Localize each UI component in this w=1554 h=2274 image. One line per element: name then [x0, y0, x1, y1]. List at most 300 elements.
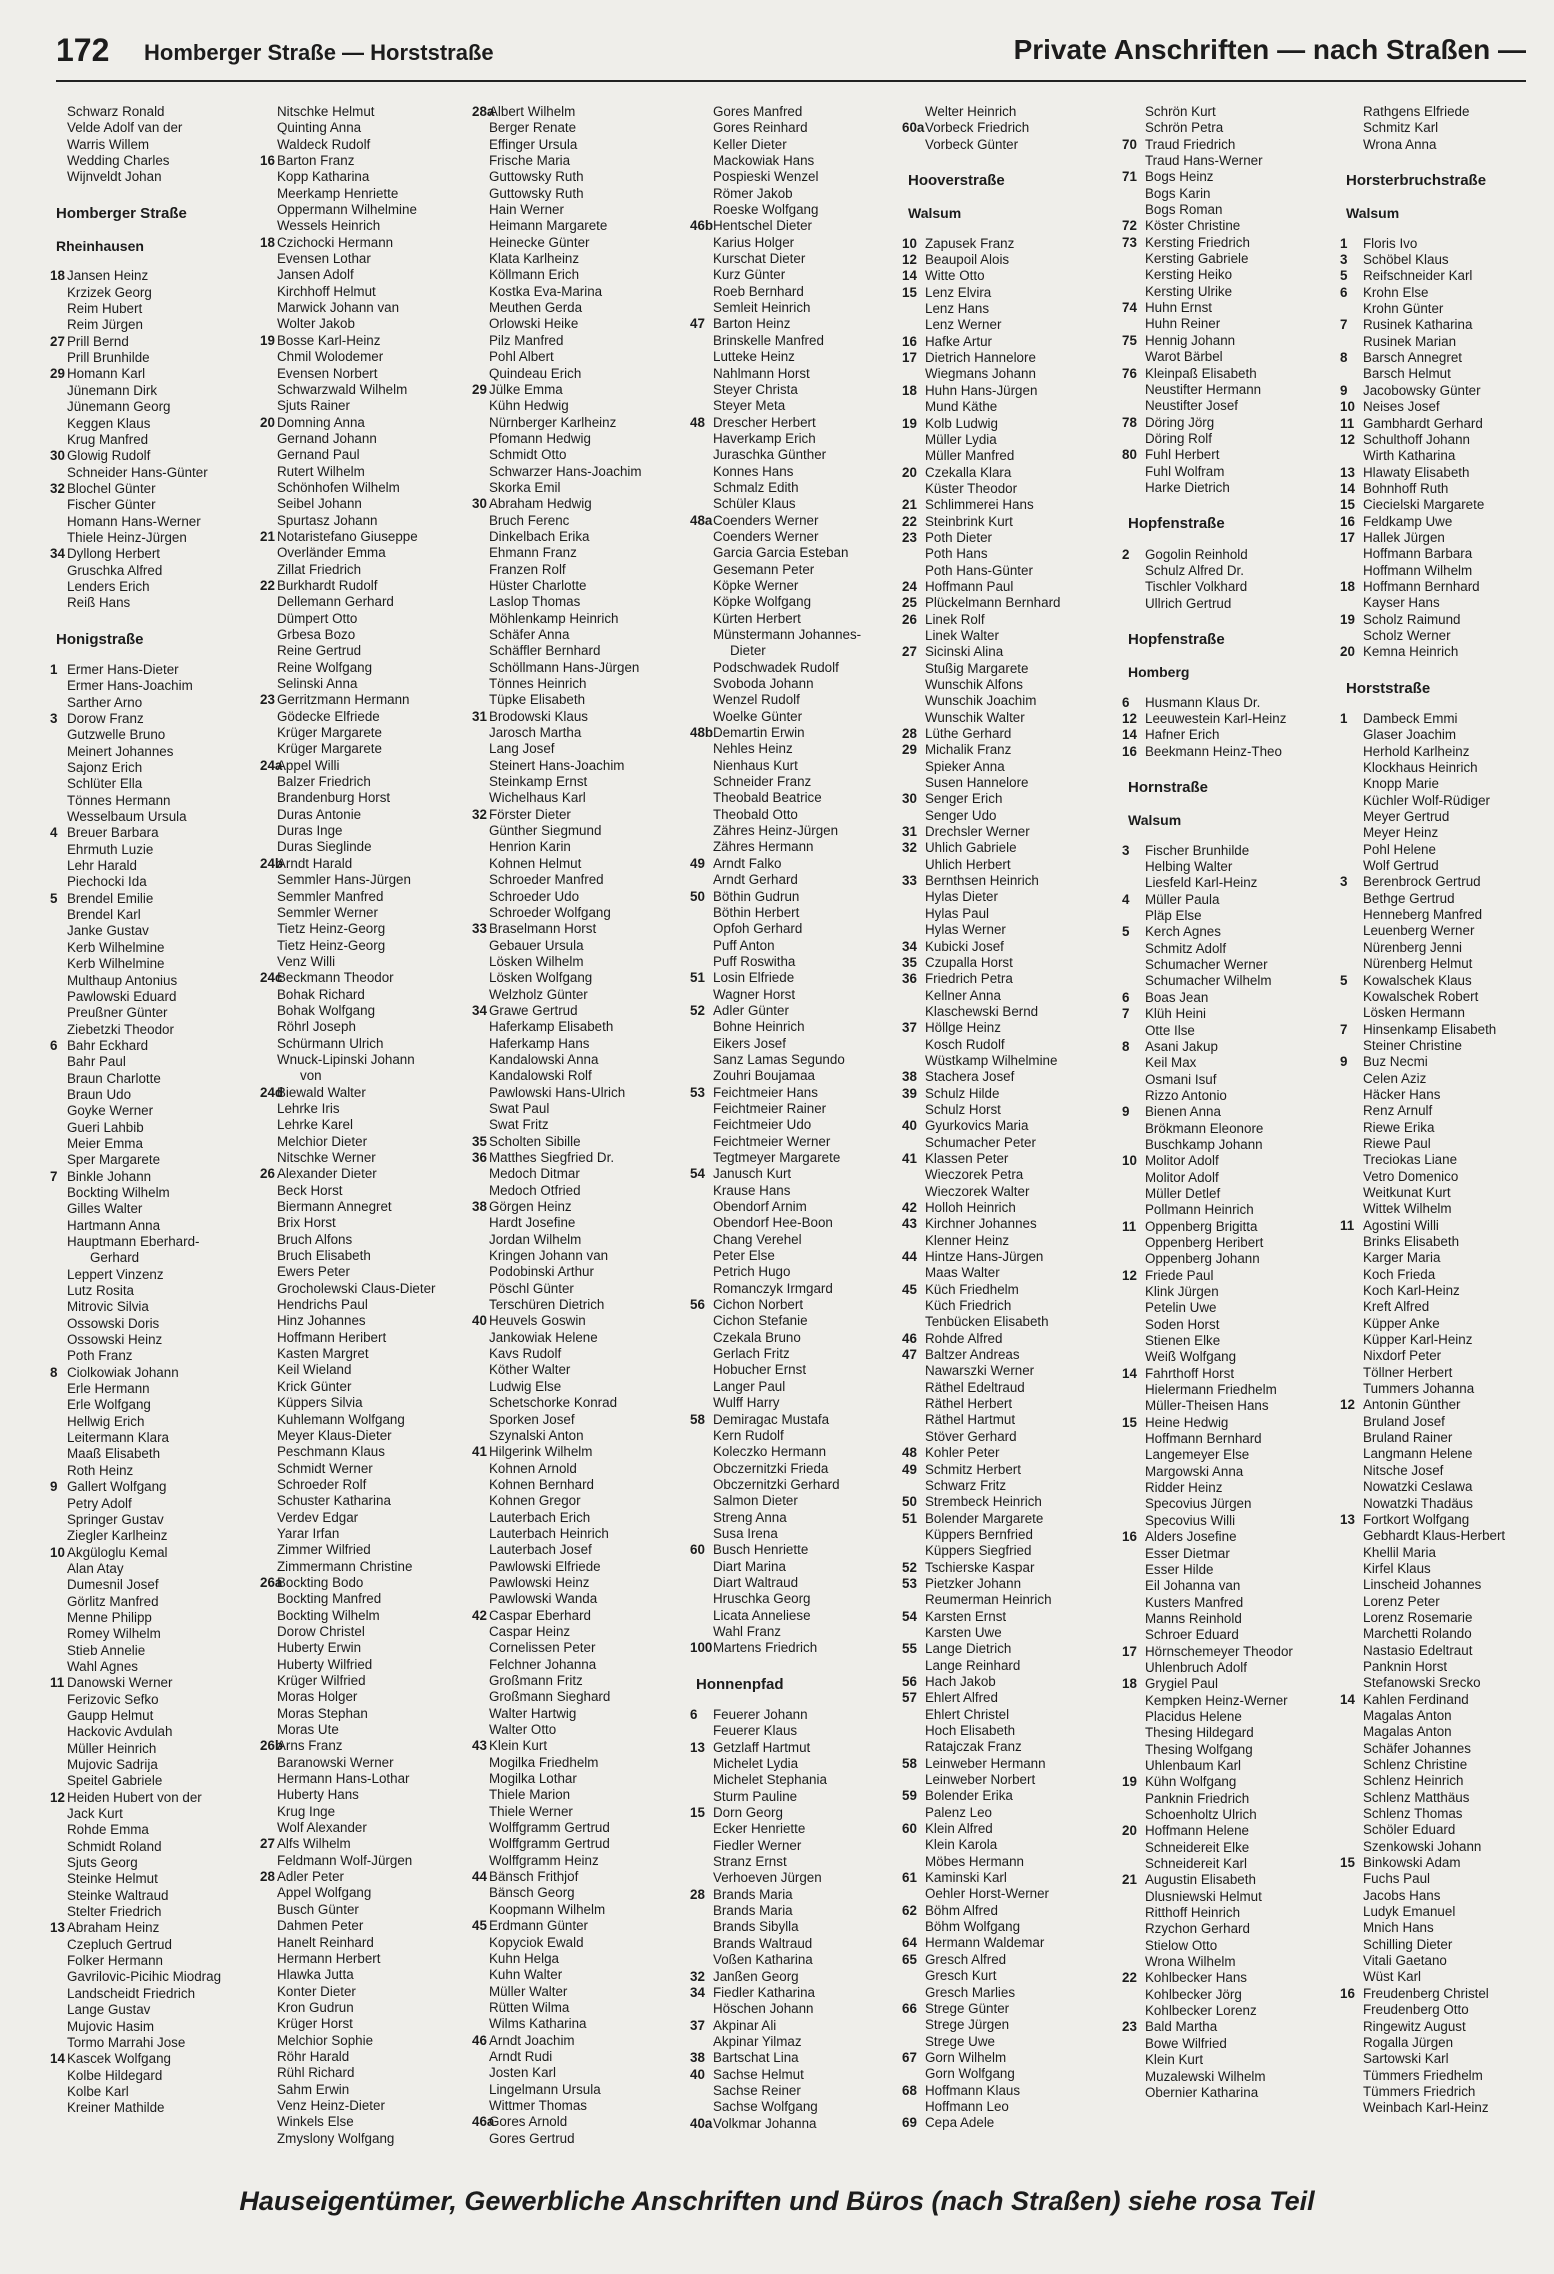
resident-name: Kusters Manfred	[1145, 1594, 1244, 1610]
resident-name: Glaser Joachim	[1363, 727, 1457, 743]
directory-entry	[908, 661, 1116, 677]
directory-entry	[908, 1167, 1116, 1183]
resident-name: Kasten Margret	[277, 1346, 369, 1362]
house-number: 47	[690, 316, 705, 332]
directory-entry	[478, 1461, 686, 1477]
resident-name: Gresch Alfred	[925, 1951, 1007, 1967]
directory-entry	[266, 2098, 474, 2114]
resident-name: Kolb Ludwig	[925, 415, 998, 431]
resident-name: Dyllong Herbert	[67, 546, 161, 562]
resident-name: Hoffmann Heribert	[277, 1329, 387, 1345]
directory-entry	[1128, 1055, 1336, 1071]
resident-name: Janke Gustav	[67, 923, 149, 939]
resident-name: Medoch Otfried	[489, 1182, 581, 1198]
resident-name: Schlenz Heinrich	[1363, 1773, 1464, 1789]
directory-entry	[908, 1478, 1116, 1494]
directory-entry	[56, 1969, 264, 1985]
directory-entry	[266, 1003, 474, 1019]
directory-entry	[902, 1069, 1116, 1085]
directory-entry	[1128, 349, 1336, 365]
resident-name: Schlimmerei Hans	[925, 497, 1034, 513]
directory-entry	[266, 431, 474, 447]
directory-entry	[266, 496, 474, 512]
directory-entry	[56, 1871, 264, 1887]
resident-name: Kühn Hedwig	[489, 398, 569, 414]
house-number: 20	[260, 414, 275, 430]
directory-entry	[1128, 1562, 1336, 1578]
house-number: 71	[1122, 169, 1137, 185]
directory-entry	[1128, 1431, 1336, 1447]
directory-entry	[696, 2001, 904, 2017]
directory-entry	[478, 464, 686, 480]
resident-name: Terschüren Dietrich	[489, 1297, 605, 1313]
directory-entry	[908, 1543, 1116, 1559]
resident-name: Wirth Katharina	[1363, 448, 1456, 464]
resident-name: Schwarz Ronald	[67, 104, 165, 119]
resident-name: Lösken Wilhelm	[489, 953, 584, 969]
resident-name: Gruschka Alfred	[67, 562, 163, 578]
resident-name: Mund Käthe	[925, 399, 998, 415]
resident-name: Schöler Eduard	[1363, 1822, 1456, 1838]
resident-name: Erdmann Günter	[489, 1918, 588, 1934]
resident-name: Grocholewski Claus-Dieter	[277, 1280, 436, 1296]
resident-name: Kavs Rudolf	[489, 1346, 562, 1362]
directory-entry	[266, 169, 474, 185]
resident-name: Krüger Wilfried	[277, 1673, 366, 1688]
resident-name: Licata Anneliese	[713, 1607, 811, 1623]
directory-entry	[478, 2131, 686, 2147]
resident-name: Husmann Klaus Dr.	[1145, 694, 1261, 710]
directory-entry	[1340, 1217, 1554, 1234]
resident-name: Notaristefano Giuseppe	[277, 528, 418, 544]
directory-entry	[1346, 1675, 1554, 1691]
directory-entry	[478, 1085, 686, 1101]
directory-entry	[478, 676, 686, 692]
resident-name: Danowski Werner	[67, 1675, 173, 1691]
directory-entry	[696, 627, 904, 643]
resident-name: Jansen Heinz	[67, 268, 149, 284]
resident-name: Kron Gudrun	[277, 1999, 354, 2015]
resident-name: Krug Inge	[277, 1803, 336, 1819]
directory-entry	[266, 267, 474, 283]
resident-name: Bowe Wilfried	[1145, 2035, 1227, 2051]
spacer	[56, 254, 264, 268]
house-number: 15	[690, 1805, 705, 1821]
resident-name: Lüthe Gerhard	[925, 726, 1012, 742]
resident-name: Nixdorf Peter	[1363, 1348, 1442, 1364]
directory-entry	[56, 973, 264, 989]
directory-entry	[266, 725, 474, 741]
directory-entry	[908, 693, 1116, 709]
resident-name: Böthin Herbert	[713, 904, 800, 920]
directory-entry	[1346, 1528, 1554, 1544]
directory-entry	[266, 447, 474, 463]
directory-entry	[56, 1332, 264, 1348]
directory-entry	[908, 677, 1116, 693]
spacer	[908, 222, 1116, 236]
resident-name: Bänsch Georg	[489, 1885, 575, 1901]
directory-entry	[266, 218, 474, 234]
directory-entry	[1122, 743, 1336, 760]
directory-entry	[478, 1820, 686, 1836]
resident-name: Kuhn Helga	[489, 1950, 559, 1966]
directory-entry	[1122, 234, 1336, 251]
house-number: 45	[472, 1918, 487, 1934]
resident-name: Schumacher Werner	[1145, 957, 1268, 973]
directory-entry	[1346, 1953, 1554, 1969]
resident-name: Stelter Friedrich	[67, 1904, 162, 1920]
directory-entry	[478, 1297, 686, 1313]
directory-entry	[478, 1493, 686, 1509]
directory-entry	[266, 905, 474, 921]
directory-entry	[56, 1218, 264, 1234]
directory-entry	[478, 1036, 686, 1052]
directory-entry	[1340, 252, 1554, 268]
directory-entry	[1340, 1054, 1554, 1070]
directory-entry	[902, 1216, 1116, 1232]
directory-entry	[690, 725, 904, 741]
directory-entry	[56, 2019, 264, 2035]
resident-name: Klink Jürgen	[1145, 1284, 1219, 1299]
resident-name: Gresch Kurt	[925, 1968, 997, 1984]
resident-name: Liesfeld Karl-Heinz	[1145, 875, 1258, 891]
house-number: 80	[1122, 447, 1137, 463]
house-number: 40	[902, 1118, 917, 1134]
directory-entry	[56, 1512, 264, 1528]
house-number: 75	[1122, 332, 1137, 348]
directory-entry	[696, 578, 904, 594]
resident-name: Janusch Kurt	[713, 1166, 792, 1182]
directory-entry	[56, 989, 264, 1005]
house-number: 13	[1340, 1511, 1355, 1527]
resident-name: Huberty Wilfried	[277, 1656, 373, 1672]
directory-entry	[902, 415, 1116, 432]
resident-name: Seibel Johann	[277, 496, 362, 512]
resident-name: Wolffgramm Heinz	[489, 1852, 599, 1868]
directory-entry	[50, 448, 264, 464]
house-number: 36	[902, 971, 917, 987]
directory-entry	[260, 528, 474, 545]
house-number: 26	[260, 1166, 275, 1182]
directory-entry	[260, 970, 474, 986]
directory-entry	[1128, 1889, 1336, 1905]
resident-name: Felchner Johanna	[489, 1656, 597, 1672]
resident-name: Wunschik Walter	[925, 709, 1025, 725]
directory-entry	[908, 1805, 1116, 1821]
directory-entry	[478, 267, 686, 283]
directory-entry	[696, 284, 904, 300]
directory-entry	[696, 823, 904, 839]
directory-entry	[1128, 251, 1336, 267]
house-number: 6	[1340, 284, 1348, 300]
resident-name: Linek Walter	[925, 627, 999, 643]
resident-name: Grbesa Bozo	[277, 627, 356, 642]
directory-entry	[260, 855, 474, 872]
resident-name: Schumacher Peter	[925, 1134, 1036, 1150]
resident-name: Steinkamp Ernst	[489, 774, 588, 790]
resident-name: Gernand Paul	[277, 447, 360, 463]
resident-name: Roeb Bernhard	[713, 283, 804, 299]
directory-entry	[266, 643, 474, 659]
resident-name: Tönnes Hermann	[67, 792, 171, 808]
directory-entry	[1128, 1758, 1336, 1774]
resident-name: Langer Paul	[713, 1378, 786, 1394]
directory-entry	[908, 481, 1116, 497]
directory-entry	[902, 938, 1116, 955]
resident-name: Huberty Erwin	[277, 1640, 362, 1656]
resident-name: Barton Heinz	[713, 316, 791, 332]
resident-name: Hartmann Anna	[67, 1217, 161, 1233]
resident-name: Swat Paul	[489, 1100, 550, 1116]
resident-name: Küch Friedhelm	[925, 1281, 1019, 1297]
resident-name: Marwick Johann van	[277, 300, 400, 316]
resident-name: Opfoh Gerhard	[713, 921, 803, 937]
directory-entry	[266, 202, 474, 218]
street-heading: Horststraße	[1346, 679, 1431, 697]
house-number: 57	[902, 1690, 917, 1706]
resident-name: Ullrich Gertrud	[1145, 595, 1232, 611]
house-number: 52	[902, 1559, 917, 1575]
resident-name: Schetschorke Konrad	[489, 1395, 618, 1411]
resident-name: Glowig Rudolf	[67, 448, 151, 464]
directory-entry	[56, 1446, 264, 1462]
directory-entry	[266, 1755, 474, 1771]
directory-entry	[1128, 1072, 1336, 1088]
resident-name: Köster Christine	[1145, 218, 1241, 234]
resident-name: Rzychon Gerhard	[1145, 1921, 1250, 1937]
directory-entry	[1346, 858, 1554, 874]
directory-entry	[1128, 464, 1336, 480]
directory-entry	[1346, 1071, 1554, 1087]
resident-name: Kubicki Josef	[925, 938, 1004, 954]
resident-name: Kempken Heinz-Werner	[1145, 1692, 1288, 1708]
directory-entry	[908, 710, 1116, 726]
resident-name: Leinweber Norbert	[925, 1772, 1036, 1788]
resident-name: Stußig Margarete	[925, 660, 1029, 676]
directory-entry	[56, 416, 264, 432]
resident-name: Steyer Christa	[713, 381, 798, 397]
resident-name: Beekmann Heinz-Theo	[1145, 743, 1282, 759]
directory-entry	[908, 399, 1116, 415]
resident-name: Burkhardt Rudolf	[277, 577, 378, 593]
resident-name: Pawlowski Wanda	[489, 1591, 598, 1607]
resident-name: Hoffmann Leo	[925, 2098, 1009, 2114]
resident-name: Walter Hartwig	[489, 1705, 577, 1721]
resident-name: Kopp Katharina	[277, 169, 370, 185]
directory-entry	[908, 1772, 1116, 1788]
house-number: 3	[1340, 252, 1348, 268]
resident-name: Meyer Gertrud	[1363, 809, 1450, 825]
directory-entry	[696, 235, 904, 251]
directory-entry	[266, 1428, 474, 1444]
directory-entry	[690, 855, 904, 872]
resident-name: Günther Siegmund	[489, 823, 602, 839]
directory-entry	[56, 383, 264, 399]
house-number: 64	[902, 1935, 917, 1951]
resident-name: Mnich Hans	[1363, 1920, 1434, 1936]
resident-name: Oppenberg Johann	[1145, 1251, 1260, 1267]
house-number: 6	[690, 1707, 698, 1722]
directory-entry	[266, 545, 474, 561]
directory-entry	[266, 1232, 474, 1248]
spacer	[1346, 222, 1554, 236]
directory-entry	[266, 1722, 474, 1738]
directory-entry	[56, 1528, 264, 1544]
directory-entry	[56, 727, 264, 743]
directory-entry	[1128, 267, 1336, 283]
street-heading: Honnenpfad	[696, 1675, 784, 1693]
resident-name: Akgüloglu Kemal	[67, 1544, 168, 1560]
directory-entry	[50, 1479, 264, 1495]
directory-entry	[56, 2035, 264, 2051]
house-number: 24	[902, 578, 917, 594]
resident-name: Herhold Karlheinz	[1363, 743, 1470, 759]
resident-name: Nürenberg Jenni	[1363, 939, 1463, 955]
directory-entry	[696, 1428, 904, 1444]
resident-name: Sachse Reiner	[713, 2082, 801, 2098]
directory-entry	[1128, 284, 1336, 300]
directory-entry	[1128, 1595, 1336, 1611]
resident-name: Böhm Wolfgang	[925, 1919, 1021, 1935]
directory-entry	[1346, 1087, 1554, 1103]
resident-name: Nastasio Edeltraut	[1363, 1642, 1473, 1658]
directory-entry	[1128, 1235, 1336, 1251]
resident-name: Hanelt Reinhard	[277, 1934, 374, 1950]
resident-name: Haverkamp Erich	[713, 430, 816, 446]
directory-entry	[1128, 1023, 1336, 1039]
resident-name: Buschkamp Johann	[1145, 1136, 1263, 1152]
house-number: 46b	[690, 218, 714, 234]
directory-entry	[478, 333, 686, 349]
directory-entry	[260, 234, 474, 251]
directory-entry	[266, 790, 474, 806]
resident-name: Klein Karola	[925, 1837, 998, 1853]
resident-name: Kleinpaß Elisabeth	[1145, 365, 1257, 381]
directory-entry	[472, 1150, 686, 1166]
directory-entry	[696, 1575, 904, 1591]
resident-name: Arndt Falko	[713, 855, 782, 871]
house-number: 22	[902, 513, 917, 529]
resident-name: Meinert Johannes	[67, 743, 174, 759]
resident-name: Sarther Arno	[67, 694, 143, 710]
directory-entry	[478, 1542, 686, 1558]
directory-entry	[902, 497, 1116, 513]
resident-name: Barton Franz	[277, 153, 355, 169]
resident-name: Stranz Ernst	[713, 1854, 787, 1870]
directory-entry	[1128, 908, 1336, 924]
directory-entry	[696, 1919, 904, 1935]
resident-name: Langemeyer Else	[1145, 1447, 1250, 1463]
directory-entry	[1346, 2035, 1554, 2051]
directory-entry	[50, 1789, 264, 1806]
resident-name: Jack Kurt	[67, 1806, 123, 1822]
house-number: 7	[50, 1168, 58, 1184]
house-number: 70	[1122, 136, 1137, 152]
directory-entry	[266, 2114, 474, 2130]
directory-entry	[1346, 2100, 1554, 2116]
resident-name: Schmitz Herbert	[925, 1461, 1021, 1477]
resident-name: Bänsch Frithjof	[489, 1869, 579, 1885]
resident-name: Hardt Josefine	[489, 1215, 576, 1231]
directory-entry	[902, 791, 1116, 807]
directory-entry	[478, 1183, 686, 1199]
resident-name: Freudenberg Christel	[1363, 1985, 1489, 2001]
house-number: 66	[902, 2000, 917, 2016]
resident-name: Gallert Wolfgang	[67, 1479, 167, 1495]
directory-entry	[56, 514, 264, 530]
house-number: 11	[1340, 415, 1355, 431]
directory-entry	[696, 938, 904, 954]
resident-name: Reine Gertrud	[277, 643, 362, 659]
directory-entry	[478, 1068, 686, 1084]
resident-name: Demartin Erwin	[713, 725, 805, 741]
directory-entry	[908, 2099, 1116, 2115]
resident-name: Nehles Heinz	[713, 741, 793, 757]
directory-entry	[1128, 1791, 1336, 1807]
resident-name: Uhlenbaum Karl	[1145, 1757, 1242, 1773]
directory-entry	[690, 218, 904, 234]
house-number: 18	[1122, 1676, 1137, 1692]
directory-entry	[1128, 2085, 1336, 2101]
resident-name: Cepa Adele	[925, 2115, 995, 2131]
directory-entry	[266, 1935, 474, 1951]
resident-name: Görgen Heinz	[489, 1199, 572, 1215]
house-number: 12	[1340, 431, 1355, 447]
resident-name: Schrön Petra	[1145, 120, 1224, 136]
resident-name: Caspar Heinz	[489, 1623, 571, 1639]
resident-name: Springer Gustav	[67, 1511, 164, 1527]
resident-name: Grygiel Paul	[1145, 1676, 1218, 1692]
spacer	[56, 222, 264, 236]
directory-entry	[266, 464, 474, 480]
resident-name: Fiedler Werner	[713, 1837, 802, 1853]
directory-entry	[1128, 1742, 1336, 1758]
directory-entry	[56, 2002, 264, 2018]
resident-name: Stefanowski Srecko	[1363, 1675, 1481, 1691]
resident-name: Scholz Werner	[1363, 627, 1451, 643]
directory-entry	[908, 1004, 1116, 1020]
house-number: 60a	[902, 120, 925, 136]
resident-name: Müller Walter	[489, 1983, 568, 1999]
resident-name: Hafke Artur	[925, 333, 992, 349]
house-number: 49	[902, 1461, 917, 1477]
directory-entry	[56, 907, 264, 923]
directory-entry	[1346, 1381, 1554, 1397]
directory-entry	[902, 1821, 1116, 1837]
resident-name: Stielow Otto	[1145, 1937, 1218, 1953]
directory-entry	[266, 1673, 474, 1689]
resident-name: Rütten Wilma	[489, 1999, 570, 2015]
directory-entry	[1346, 907, 1554, 923]
directory-entry	[478, 1346, 686, 1362]
resident-name: Böthin Gudrun	[713, 888, 800, 904]
directory-entry	[56, 399, 264, 415]
resident-name: Franzen Rolf	[489, 561, 566, 577]
resident-name: Quinting Anna	[277, 120, 362, 136]
resident-name: Kohnen Helmut	[489, 855, 582, 871]
resident-name: Bahr Eckhard	[67, 1037, 149, 1053]
resident-name: Bogs Heinz	[1145, 169, 1214, 185]
directory-entry	[266, 1036, 474, 1052]
house-number: 51	[690, 970, 705, 986]
resident-name: Warris Willem	[67, 136, 150, 152]
house-number: 16	[1122, 743, 1137, 759]
resident-name: Gores Manfred	[713, 104, 803, 119]
resident-name: Grawe Gertrud	[489, 1002, 578, 1018]
directory-entry	[908, 906, 1116, 922]
directory-entry	[472, 1002, 686, 1019]
resident-name: Piechocki Ida	[67, 874, 147, 890]
